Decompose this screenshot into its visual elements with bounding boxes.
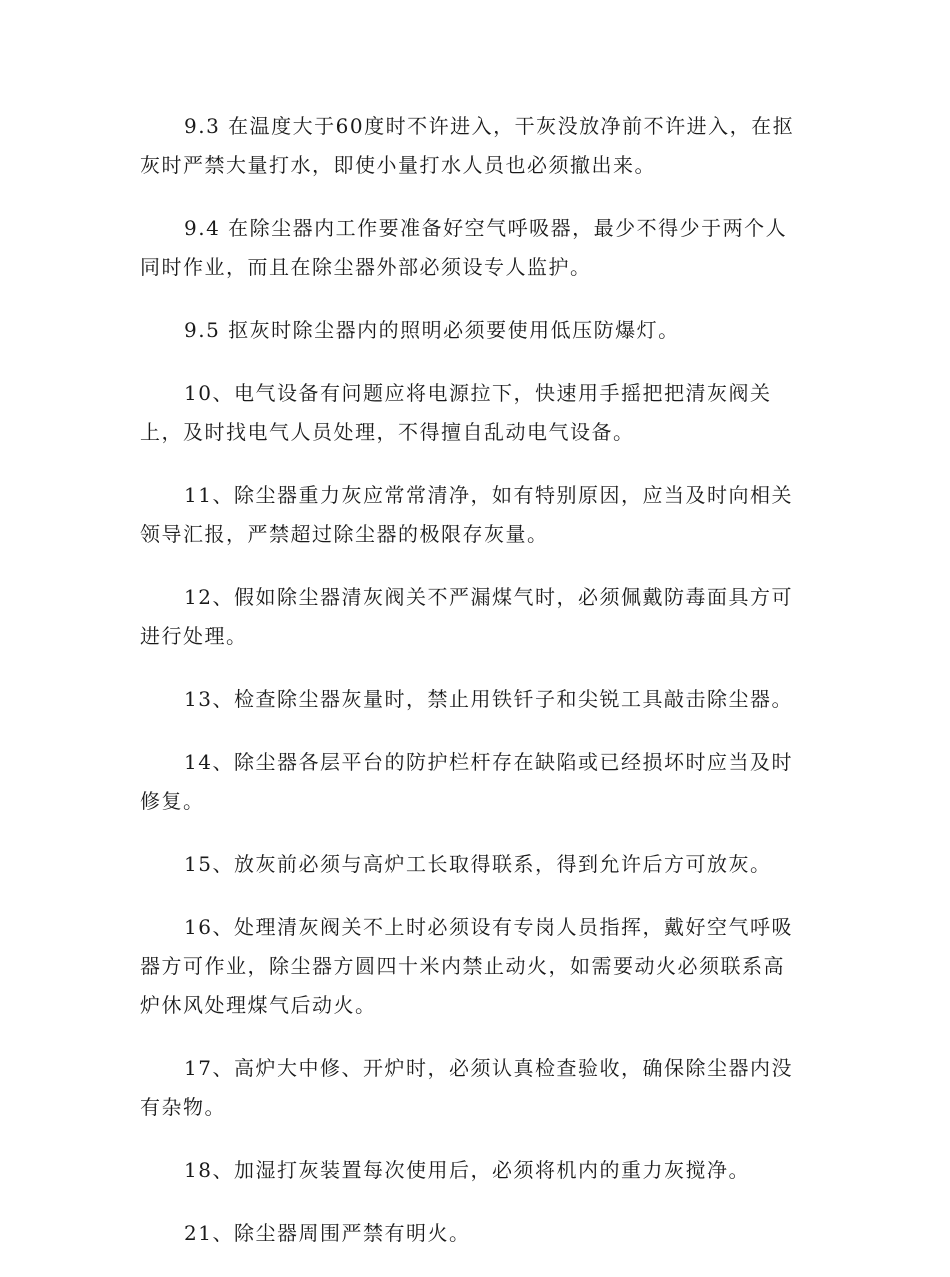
paragraph-16: 16、处理清灰阀关不上时必须设有专岗人员指挥，戴好空气呼吸器方可作业，除尘器方圆四十米内禁止动火，如需要动火必须联系高炉休风处理煤气后动火。 [140,915,793,1017]
paragraph-9-3: 9.3 在温度大于60度时不许进入，干灰没放净前不许进入，在抠灰时严禁大量打水，即使小量打水人员也必须撤出来。 [140,114,795,177]
paragraph-14: 14、除尘器各层平台的防护栏杆存在缺陷或已经损坏时应当及时修复。 [140,750,793,813]
paragraph-9-5: 9.5 抠灰时除尘器内的照明必须要使用低压防爆灯。 [184,318,680,342]
paragraph-18: 18、加湿打灰装置每次使用后，必须将机内的重力灰搅净。 [184,1158,750,1182]
paragraph-15: 15、放灰前必须与高炉工长取得联系，得到允许后方可放灰。 [184,852,772,876]
paragraph-12: 12、假如除尘器清灰阀关不严漏煤气时，必须佩戴防毒面具方可进行处理。 [140,585,793,648]
paragraph-10: 10、电气设备有问题应将电源拉下，快速用手摇把把清灰阀关上，及时找电气人员处理，不得擅自乱动电气设备。 [140,381,772,444]
paragraph-21: 21、除尘器周围严禁有明火。 [184,1221,471,1245]
paragraph-17: 17、高炉大中修、开炉时，必须认真检查验收，确保除尘器内没有杂物。 [140,1056,793,1119]
document-body [140,107,800,1277]
paragraph-9-4: 9.4 在除尘器内工作要准备好空气呼吸器，最少不得少于两个人同时作业，而且在除尘器外部必须设专人监护。 [140,216,788,279]
paragraph-11: 11、除尘器重力灰应常常清净，如有特别原因，应当及时向相关领导汇报，严禁超过除尘器的极限存灰量。 [140,483,793,546]
paragraph-13: 13、检查除尘器灰量时，禁止用铁钎子和尖锐工具敲击除尘器。 [184,687,793,711]
